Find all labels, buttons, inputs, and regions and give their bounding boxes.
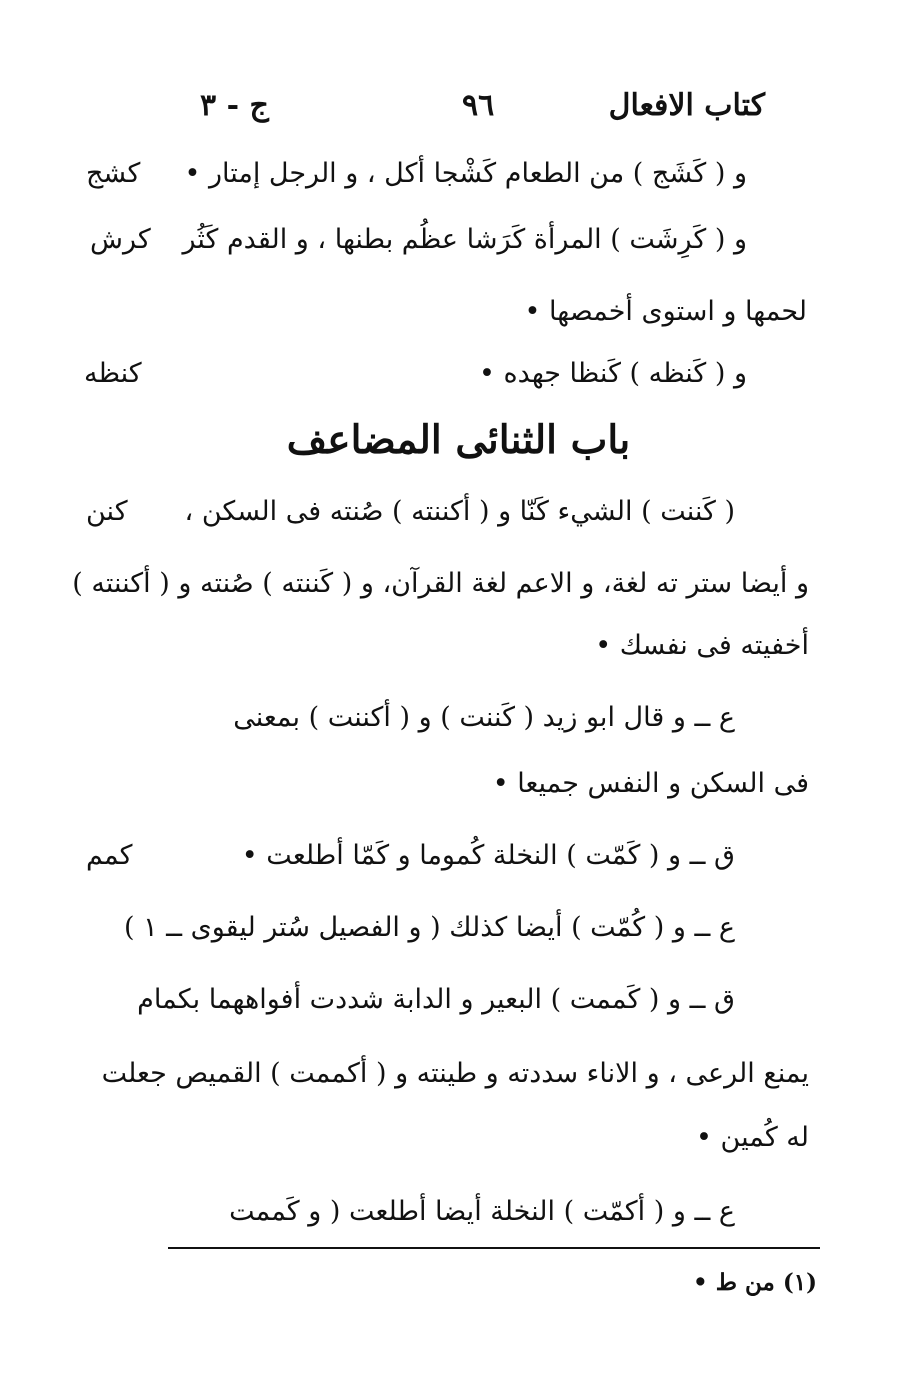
margin-root-kamama: كمم (86, 840, 133, 871)
text-line: له كُمين • (696, 1122, 809, 1153)
text-line: و ( كَشَج ) من الطعام كَشْجا أكل ، و الرجل إمتار • (184, 158, 747, 189)
text-line: فى السكن و النفس جميعا • (492, 768, 809, 799)
text-line: و أيضا ستر ته لغة، و الاعم لغة القرآن، و ( كَننته ) صُنته و ( أكننته ) (72, 568, 809, 599)
text-line: لحمها و استوى أخمصها • (524, 296, 807, 327)
text-line: و ( كَرِشَت ) المرأة كَرَشا عظُم بطنها ، و القدم كَثُر (182, 224, 747, 255)
section-title: باب الثنائى المضاعف (286, 417, 631, 463)
margin-root-kashaja: كشج (86, 158, 141, 189)
text-line: يمنع الرعى ، و الاناء سددته و طينته و ( أكممت ) القميص جعلت (101, 1058, 809, 1089)
book-title: كتاب الافعال (608, 88, 765, 123)
volume-number: ج - ٣ (200, 88, 269, 123)
text-line: أخفيته فى نفسك • (595, 630, 809, 661)
footnote: (١) من ط • (693, 1269, 817, 1296)
margin-root-karisha: كرش (90, 224, 151, 255)
text-line: ع ــ و ( كُمّت ) أيضا كذلك ( و الفصيل سُتر ليقوى ــ ١ ) (123, 912, 735, 943)
text-line: ع ــ و قال ابو زيد ( كَننت ) و ( أكننت ) بمعنى (233, 702, 735, 733)
text-line: و ( كَنظه ) كَنظا جهده • (479, 358, 747, 389)
page-number: ٩٦ (462, 88, 495, 123)
text-line: ق ــ و ( كَمّت ) النخلة كُموما و كَمّا أطلعت • (241, 840, 735, 871)
text-line: ق ــ و ( كَممت ) البعير و الدابة شددت أفواههما بكمام (137, 984, 735, 1015)
text-line: ( كَننت ) الشيء كَنّا و ( أكننته ) صُنته فى السكن ، (184, 496, 735, 527)
footnote-divider (168, 1247, 820, 1249)
text-line: ع ــ و ( أكمّت ) النخلة أيضا أطلعت ( و كَممت (229, 1196, 735, 1227)
margin-root-kanazaha: كنظه (84, 358, 142, 389)
margin-root-kanana: كنن (86, 496, 128, 527)
